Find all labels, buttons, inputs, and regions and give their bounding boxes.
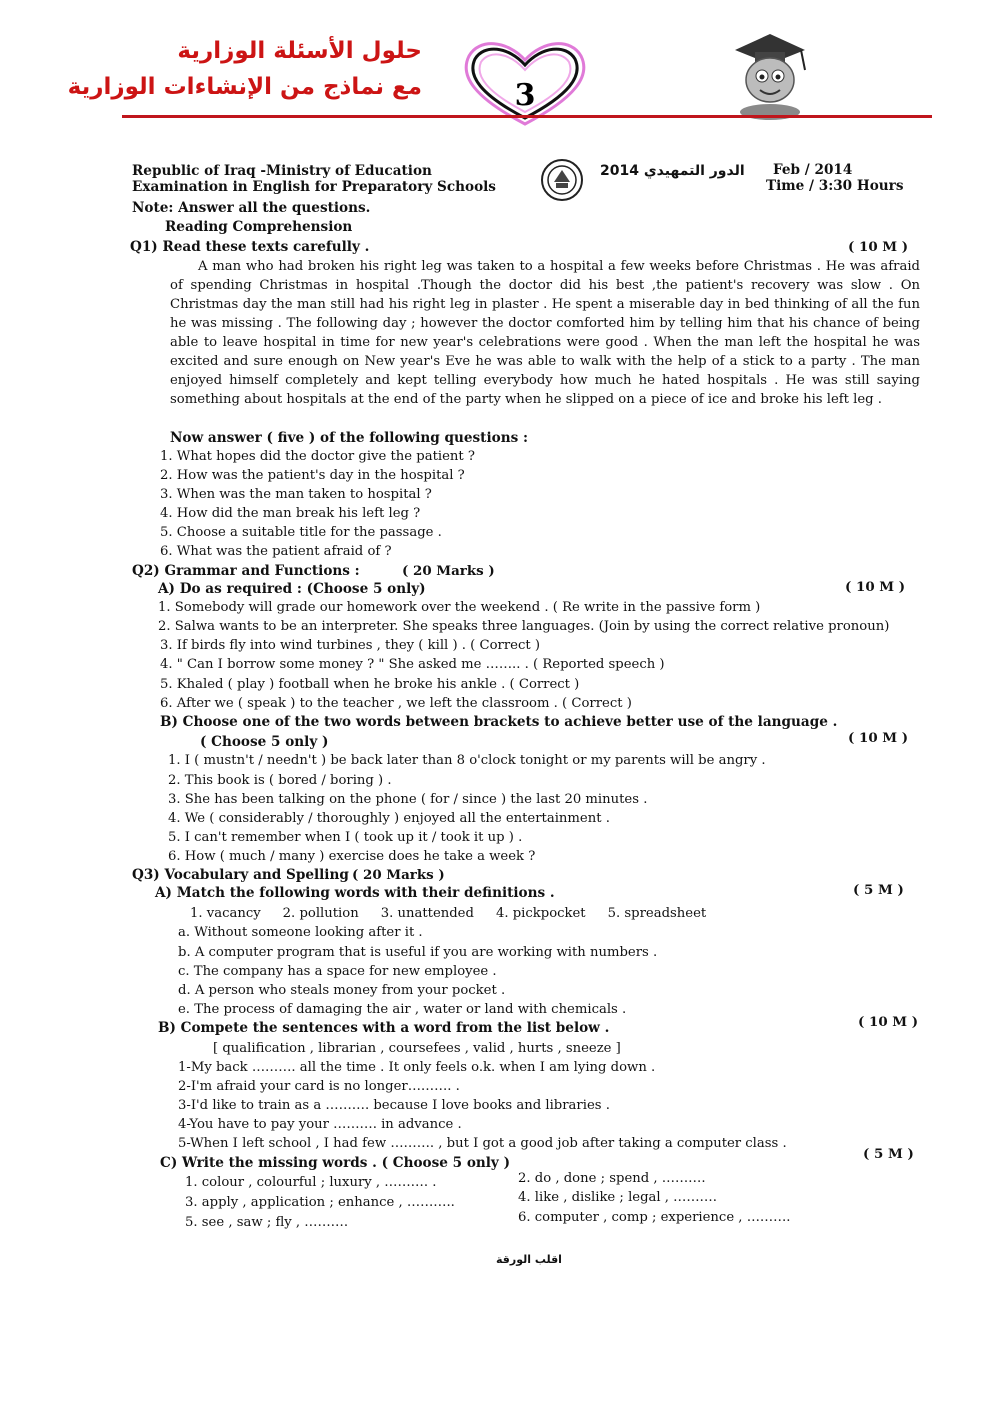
q2b-item: 2. This book is ( bored / boring ) . xyxy=(168,773,392,788)
q2b-title: B) Choose one of the two words between brackets to achieve better use of the language . xyxy=(160,714,838,730)
q3a-word-list xyxy=(190,905,728,922)
q3a-marks: ( 5 M ) xyxy=(853,882,904,898)
q3a-definition: d. A person who steals money from your pocket . xyxy=(178,983,506,998)
q3b-item: 2-I'm afraid your card is no longer………. . xyxy=(178,1079,460,1094)
banner-title-line1: حلول الأسئلة الوزارية xyxy=(177,38,422,64)
q3a-definition: c. The company has a space for new employee . xyxy=(178,964,497,979)
q3a-definition: b. A computer program that is useful if you are working with numbers . xyxy=(178,945,658,960)
q2-title: Q2) Grammar and Functions : xyxy=(132,563,360,579)
q2b-item: 1. I ( mustn't / needn't ) be back later than 8 o'clock tonight or my parents will be angry . xyxy=(168,753,766,768)
q3c-item: 1. colour , colourful ; luxury , ………. . xyxy=(185,1175,437,1190)
header-ministry: Republic of Iraq -Ministry of Education xyxy=(132,163,432,179)
ministry-seal-icon xyxy=(540,158,584,202)
q3c-item: 5. see , saw ; fly , ………. xyxy=(185,1215,349,1230)
q1-passage-text: A man who had broken his right leg was taken to a hospital a few weeks before Christmas . He was afraid of spending Christmas in hospital .Though the doctor did his best ,the patient's recovery was slow . On Christmas day the man still had his right leg in plaster . He spent a miserable day in bed thinking of all the fun he was missing . The following day ; however the doctor comforted him by telling him that his chance of being able to leave hospital in time for new year's celebrations were good . When the man left the hospital he was excited and sure enough on New year's Eve he was able to walk with the help of a stick to a party . The man enjoyed himself completely and kept telling everybody how much he hated hospitals . He was still saying something about hospitals at the end of the party when he slipped on a piece of ice and broke his left leg . xyxy=(170,259,920,407)
session-label: الدور التمهيدي 2014 xyxy=(600,163,745,179)
exam-date: Feb / 2014 xyxy=(773,162,853,178)
q3a-word: 3. unattended xyxy=(380,906,474,921)
q1-question: 5. Choose a suitable title for the passage . xyxy=(160,525,442,540)
q3c-item: 4. like , dislike ; legal , ………. xyxy=(518,1190,717,1205)
q1-question: 3. When was the man taken to hospital ? xyxy=(160,487,432,502)
q2a-item: 6. After we ( speak ) to the teacher , we left the classroom . ( Correct ) xyxy=(160,696,632,711)
q3c-marks: ( 5 M ) xyxy=(863,1146,914,1162)
q3b-word-list: [ qualification , librarian , coursefees , valid , hurts , sneeze ] xyxy=(213,1041,621,1056)
q3b-item: 3-I'd like to train as a ………. because I love books and libraries . xyxy=(178,1098,610,1113)
q2b-item: 4. We ( considerably / thoroughly ) enjoyed all the entertainment . xyxy=(168,811,610,826)
q3c-title: C) Write the missing words . ( Choose 5 only ) xyxy=(160,1155,510,1171)
q3a-definition: e. The process of damaging the air , water or land with chemicals . xyxy=(178,1002,627,1017)
q3a-title: A) Match the following words with their definitions . xyxy=(155,885,555,901)
q2a-item: 1. Somebody will grade our homework over the weekend . ( Re write in the passive form ) xyxy=(158,600,761,615)
q3b-item: 4-You have to pay your ………. in advance . xyxy=(178,1117,462,1132)
q1-title: Q1) Read these texts carefully . xyxy=(130,239,370,255)
section-title: Reading Comprehension xyxy=(165,219,353,235)
q3b-item: 1-My back ………. all the time . It only feels o.k. when I am lying down . xyxy=(178,1060,656,1075)
q1-instruction: Now answer ( five ) of the following questions : xyxy=(170,430,528,446)
q1-question: 4. How did the man break his left leg ? xyxy=(160,506,421,521)
q2a-item: 3. If birds fly into wind turbines , they ( kill ) . ( Correct ) xyxy=(160,638,540,653)
q2b-item: 6. How ( much / many ) exercise does he take a week ? xyxy=(168,849,536,864)
turn-page-note: اقلب الورقة xyxy=(496,1253,562,1266)
header-exam-title: Examination in English for Preparatory Schools xyxy=(132,179,496,195)
q2b-marks: ( 10 M ) xyxy=(848,730,909,746)
q1-question: 6. What was the patient afraid of ? xyxy=(160,544,392,559)
q3c-item: 3. apply , application ; enhance , ……….. xyxy=(185,1195,455,1210)
q2a-title: A) Do as required : (Choose 5 only) xyxy=(158,581,426,597)
q3a-definition: a. Without someone looking after it . xyxy=(178,925,423,940)
q3a-word: 4. pickpocket xyxy=(495,906,586,921)
q2a-item: 4. " Can I borrow some money ? " She asked me …….. . ( Reported speech ) xyxy=(160,657,665,672)
q3a-word: 2. pollution xyxy=(282,906,359,921)
q3c-item: 6. computer , comp ; experience , ………. xyxy=(518,1210,791,1225)
q3a-word: 5. spreadsheet xyxy=(607,906,707,921)
q2b-item: 5. I can't remember when I ( took up it / took it up ) . xyxy=(168,830,523,845)
q3b-marks: ( 10 M ) xyxy=(858,1014,919,1030)
q2a-item: 2. Salwa wants to be an interpreter. She speaks three languages. (Join by using the correct relative pronoun) xyxy=(158,619,890,634)
q1-question: 1. What hopes did the doctor give the patient ? xyxy=(160,449,475,464)
q2a-item: 5. Khaled ( play ) football when he broke his ankle . ( Correct ) xyxy=(160,677,580,692)
q3b-title: B) Compete the sentences with a word from the list below . xyxy=(158,1020,610,1036)
q2a-marks: ( 10 M ) xyxy=(845,579,906,595)
header-note: Note: Answer all the questions. xyxy=(132,200,371,216)
banner-title-line2: مع نماذج من الإنشاءات الوزارية xyxy=(67,74,422,100)
q2-total: ( 20 Marks ) xyxy=(402,563,495,579)
page-number: 3 xyxy=(514,78,536,113)
exam-time: Time / 3:30 Hours xyxy=(766,178,904,194)
q3c-item: 2. do , done ; spend , ………. xyxy=(518,1171,706,1186)
q2b-item: 3. She has been talking on the phone ( for / since ) the last 20 minutes . xyxy=(168,792,648,807)
q3-title: Q3) Vocabulary and Spelling xyxy=(132,867,349,883)
q3-total: ( 20 Marks ) xyxy=(352,867,445,883)
q1-passage xyxy=(170,257,920,409)
q3a-word: 1. vacancy xyxy=(190,906,261,921)
q1-marks: ( 10 M ) xyxy=(848,239,909,255)
q1-question: 2. How was the patient's day in the hospital ? xyxy=(160,468,465,483)
q2b-choose: ( Choose 5 only ) xyxy=(200,734,329,750)
q3b-item: 5-When I left school , I had few ………. , but I got a good job after taking a computer class . xyxy=(178,1136,787,1151)
